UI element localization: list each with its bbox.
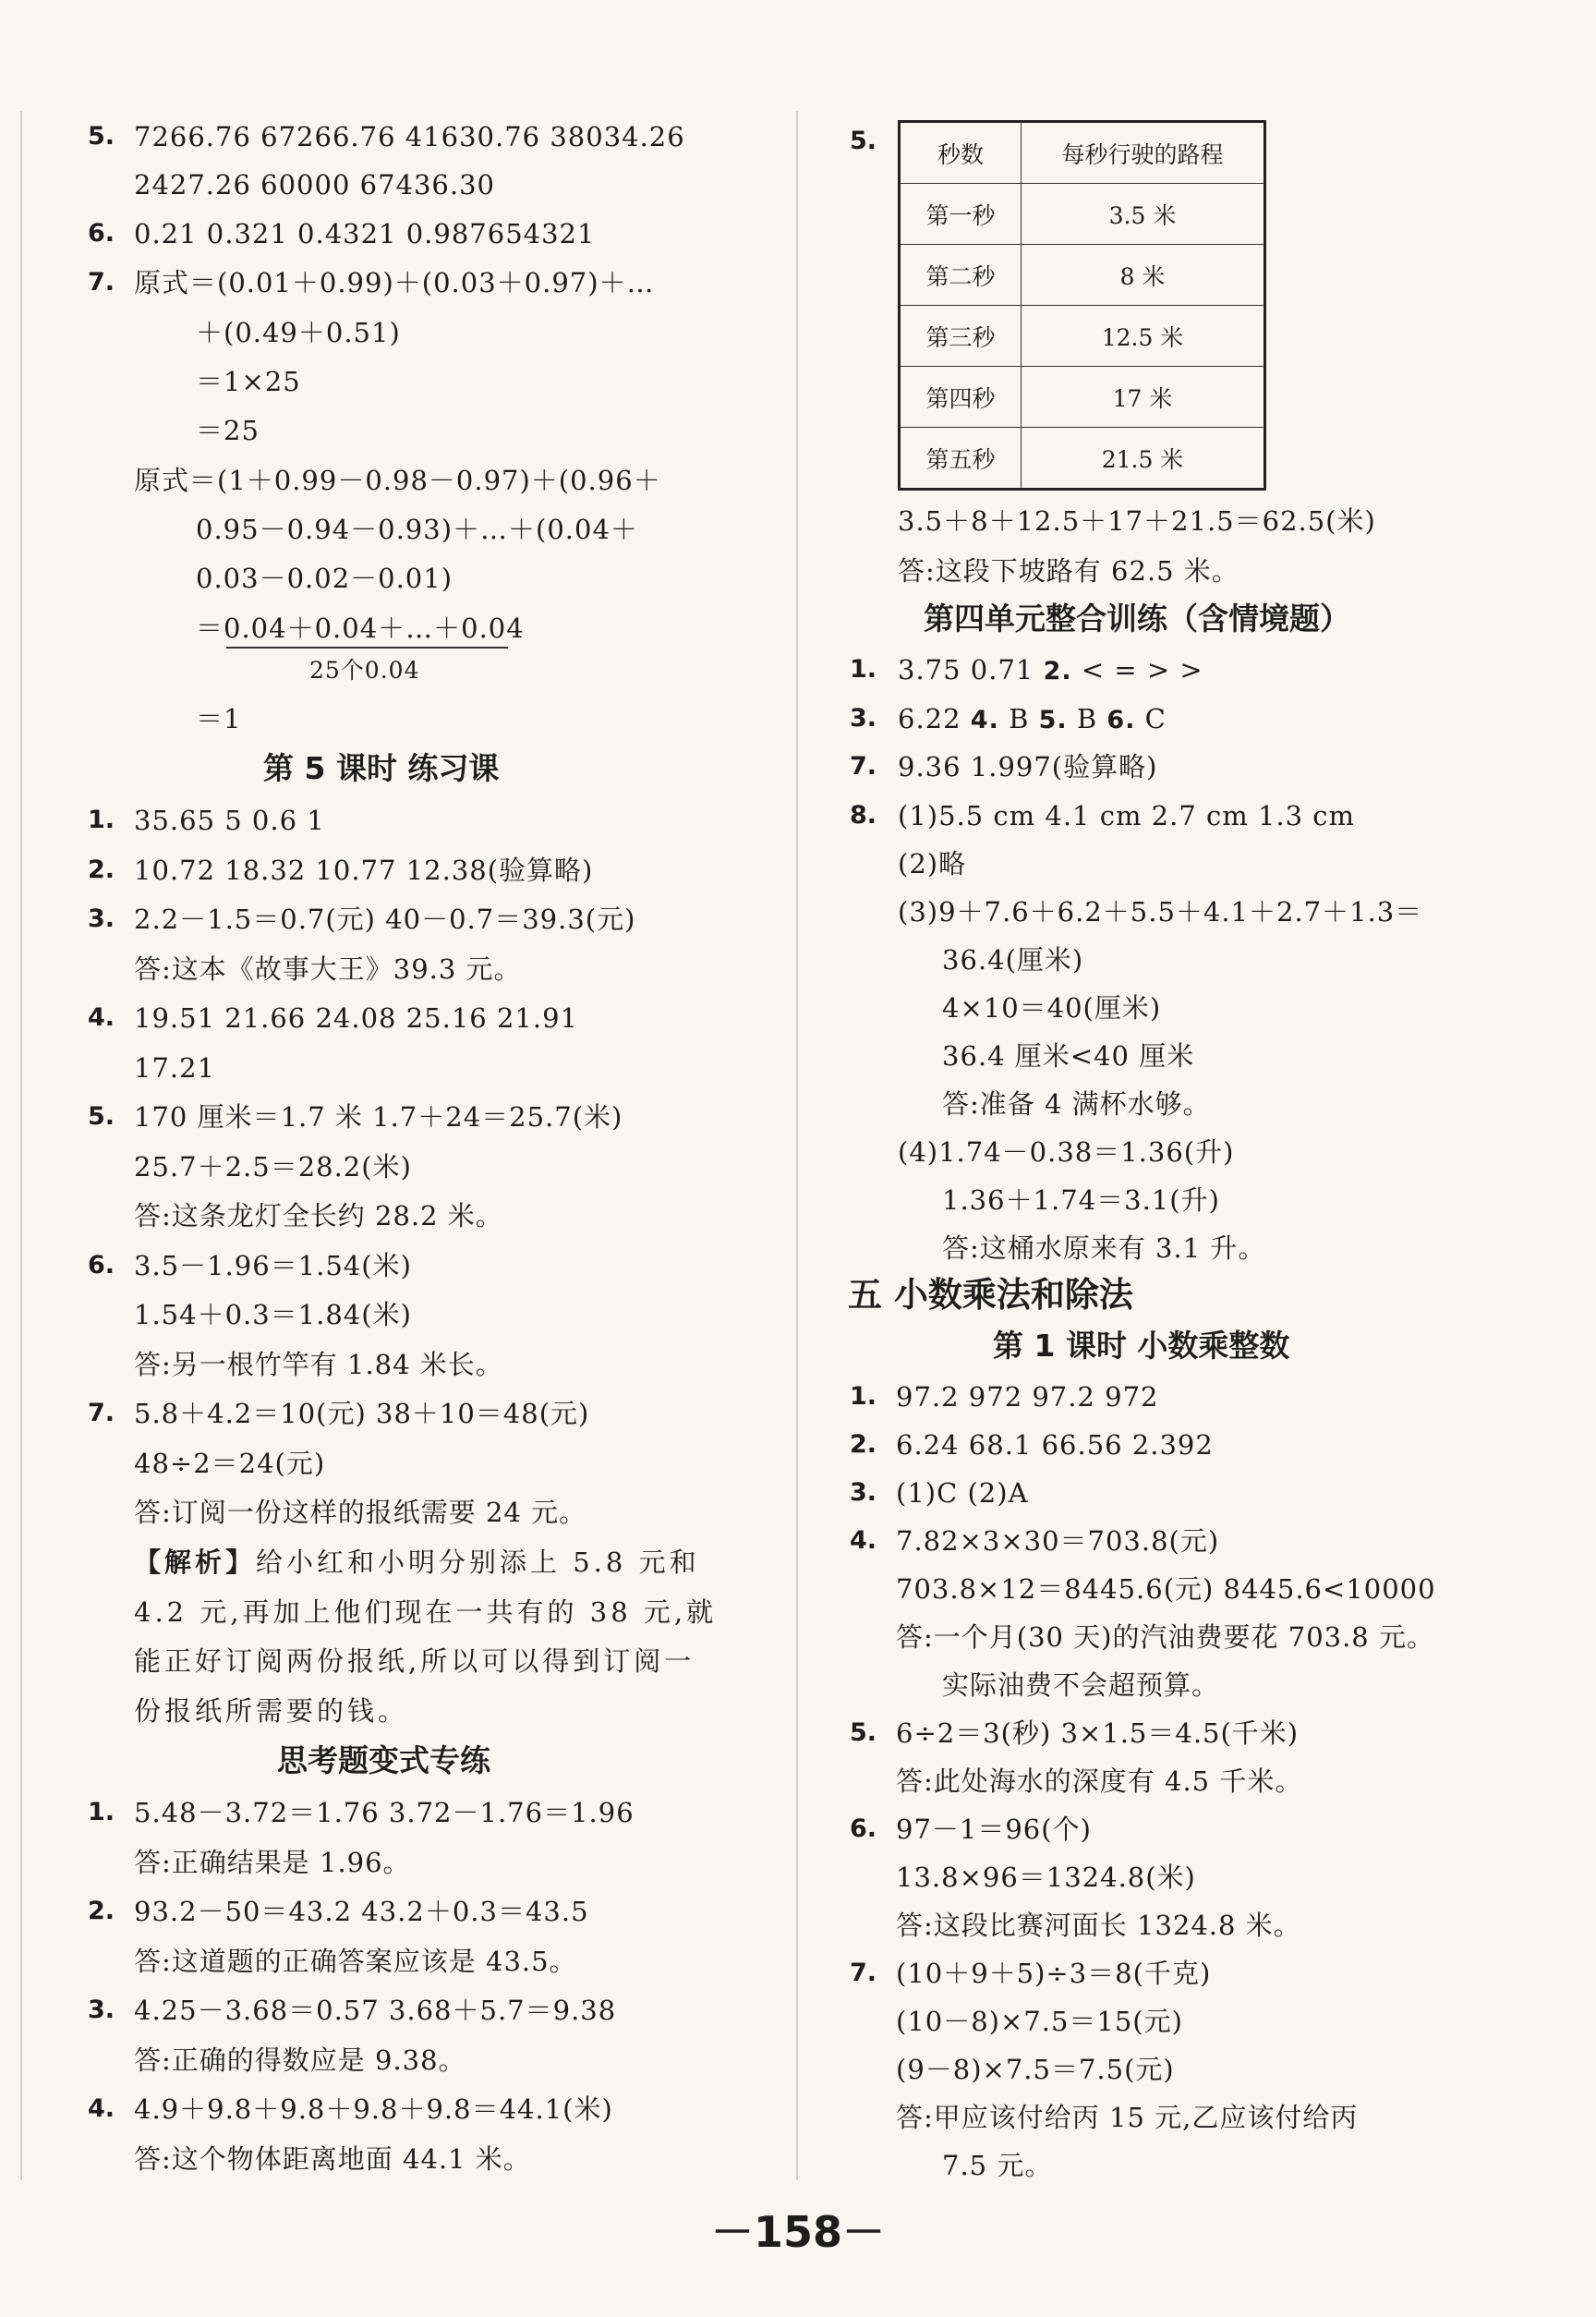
question-number: 2.	[850, 1430, 877, 1459]
answer-line: 0.21 0.321 0.4321 0.987654321	[134, 218, 596, 249]
answer-line: 7266.76 67266.76 41630.76 38034.26	[134, 121, 685, 152]
question-number: 2.	[1043, 657, 1072, 685]
answer-line: 答:这个物体距离地面 44.1 米。	[134, 2143, 531, 2175]
question-number: 4.	[850, 1526, 877, 1555]
table-row	[900, 245, 1265, 306]
answer-line: 6÷2＝3(秒) 3×1.5＝4.5(千米)	[896, 1717, 1300, 1749]
question-number: 6.	[850, 1814, 877, 1843]
question-number: 3.	[88, 904, 115, 933]
answer-line: 4.9＋9.8＋9.8＋9.8＋9.8＝44.1(米)	[134, 2093, 613, 2125]
answer-line: (1)C (2)A	[896, 1477, 1029, 1509]
answer-line: 3.5－1.96＝1.54(米)	[134, 1250, 412, 1281]
table-cell: 第三秒	[900, 306, 1022, 367]
table-row	[900, 184, 1265, 245]
answer-line: 7.5 元。	[942, 2150, 1053, 2181]
answer-line: 13.8×96＝1324.8(米)	[896, 1862, 1196, 1893]
answer-line: 答:准备 4 满杯水够。	[942, 1088, 1211, 1120]
answer-line: (10＋9＋5)÷3＝8(千克)	[896, 1958, 1212, 1989]
section-title: 第 1 课时 小数乘整数	[993, 1328, 1290, 1364]
answer-line: ＝25	[196, 415, 260, 446]
table-header-row	[900, 122, 1265, 184]
answer-line: 10.72 18.32 10.77 12.38(验算略)	[134, 855, 594, 886]
answer-text: B	[1009, 703, 1030, 734]
answer-line: 1.54＋0.3＝1.84(米)	[134, 1299, 412, 1330]
question-number: 1.	[850, 655, 877, 684]
question-number: 6.	[88, 219, 115, 248]
answer-line: 原式＝(0.01＋0.99)＋(0.03＋0.97)＋…	[134, 267, 655, 298]
analysis-line: 4.2 元,再加上他们现在一共有的 38 元,就	[134, 1596, 718, 1628]
table-cell: 3.5 米	[1022, 184, 1265, 245]
question-number: 5.	[88, 1102, 115, 1131]
table-cell: 第一秒	[900, 184, 1022, 245]
answer-line: 0.95－0.94－0.93)＋…＋(0.04＋	[196, 514, 638, 545]
table-cell: 第二秒	[900, 245, 1022, 306]
analysis-line: 能正好订阅两份报纸,所以可以得到订阅一	[134, 1645, 695, 1677]
answer-line: 答:另一根竹竿有 1.84 米长。	[134, 1349, 503, 1380]
answer-line: ＋(0.49＋0.51)	[196, 317, 401, 348]
answer-line: 答:这段比赛河面长 1324.8 米。	[896, 1910, 1301, 1941]
answer-text: 6.22	[898, 703, 961, 734]
question-number: 5.	[850, 127, 877, 155]
question-number: 3.	[850, 704, 877, 733]
answer-line: 答:此处海水的深度有 4.5 千米。	[896, 1765, 1303, 1797]
answer-line	[898, 653, 1203, 688]
table-cell: 12.5 米	[1022, 306, 1265, 367]
answer-line: 48÷2＝24(元)	[134, 1448, 326, 1479]
question-number: 7.	[88, 1399, 115, 1427]
table-cell: 17 米	[1022, 367, 1265, 428]
question-number: 2.	[88, 1897, 115, 1925]
chapter-title: 五 小数乘法和除法	[848, 1275, 1133, 1315]
section-title: 第四单元整合训练（含情境题）	[924, 600, 1350, 637]
answer-line: 答:这段下坡路有 62.5 米。	[898, 555, 1239, 587]
answer-line: 答:订阅一份这样的报纸需要 24 元。	[134, 1497, 587, 1528]
question-number: 5.	[1038, 706, 1068, 734]
answer-line: 97.2 972 97.2 972	[896, 1381, 1159, 1413]
answer-line: 93.2－50＝43.2 43.2＋0.3＝43.5	[134, 1896, 589, 1927]
answer-line: 答:这桶水原来有 3.1 升。	[942, 1232, 1266, 1264]
question-number: 5.	[88, 122, 115, 151]
brace-label: 25个0.04	[309, 657, 420, 684]
answer-line: 7.82×3×30＝703.8(元)	[896, 1525, 1220, 1557]
answer-line: (2)略	[898, 848, 967, 879]
analysis-text: 给小红和小明分别添上 5.8 元和	[256, 1547, 700, 1578]
answer-line: 答:甲应该付给丙 15 元,乙应该付给丙	[896, 2102, 1359, 2133]
brace-underline	[226, 647, 508, 649]
question-number: 6.	[88, 1251, 115, 1280]
answer-line: (1)5.5 cm 4.1 cm 2.7 cm 1.3 cm	[898, 800, 1356, 831]
answer-line: (9－8)×7.5＝7.5(元)	[896, 2054, 1175, 2085]
answer-line: ＝0.04＋0.04＋…＋0.04	[196, 613, 525, 644]
question-number: 7.	[850, 1959, 877, 1987]
question-number: 3.	[88, 1996, 115, 2024]
answer-line: 9.36 1.997(验算略)	[898, 751, 1158, 782]
table-cell: 第五秒	[900, 428, 1022, 490]
answer-line: 5.8＋4.2＝10(元) 38＋10＝48(元)	[134, 1398, 590, 1429]
question-number: 7.	[88, 268, 115, 297]
table-cell: 21.5 米	[1022, 428, 1265, 490]
answer-line: 5.48－3.72＝1.76 3.72－1.76＝1.96	[134, 1797, 635, 1828]
table-row	[900, 367, 1265, 428]
answer-line: 答:这条龙灯全长约 28.2 米。	[134, 1200, 503, 1231]
answer-line: 答:这本《故事大王》39.3 元。	[134, 953, 522, 985]
answer-line: 25.7＋2.5＝28.2(米)	[134, 1151, 412, 1183]
table-cell: 8 米	[1022, 245, 1265, 306]
answer-line: ＝1	[196, 703, 242, 734]
answer-line: 19.51 21.66 24.08 25.16 21.91	[134, 1002, 578, 1034]
answer-line: (3)9＋7.6＋6.2＋5.5＋4.1＋2.7＋1.3＝	[898, 896, 1423, 928]
section-title: 第 5 课时 练习课	[263, 750, 500, 786]
speed-table	[898, 120, 1266, 491]
answer-text: B	[1076, 703, 1098, 734]
answer-line: 答:一个月(30 天)的汽油费要花 703.8 元。	[896, 1621, 1434, 1653]
answer-text: 3.75 0.71	[898, 654, 1034, 685]
table-header-cell: 秒数	[900, 122, 1022, 184]
analysis-label: 【解析】	[134, 1547, 257, 1578]
question-number: 1.	[850, 1382, 877, 1411]
question-number: 4.	[88, 2094, 115, 2123]
answer-line: 答:正确的得数应是 9.38。	[134, 2044, 466, 2076]
page-number: －158－	[710, 2207, 886, 2257]
left-margin-rule	[20, 111, 22, 2180]
column-divider	[796, 111, 798, 2180]
answer-line: 1.36＋1.74＝3.1(升)	[942, 1184, 1220, 1216]
answer-text: C	[1144, 703, 1167, 734]
table-header-cell: 每秒行驶的路程	[1022, 122, 1265, 184]
answer-line: 2.2－1.5＝0.7(元) 40－0.7＝39.3(元)	[134, 904, 636, 935]
question-number: 1.	[88, 806, 115, 834]
answer-line: 原式＝(1＋0.99－0.98－0.97)＋(0.96＋	[134, 465, 661, 496]
answer-line: 实际油费不会超预算。	[942, 1669, 1220, 1701]
answer-line: 170 厘米＝1.7 米 1.7＋24＝25.7(米)	[134, 1101, 623, 1133]
answer-line: 17.21	[134, 1052, 216, 1084]
answer-text: < = > >	[1081, 654, 1203, 685]
answer-line: ＝1×25	[196, 366, 301, 397]
answer-line: 6.24 68.1 66.56 2.392	[896, 1429, 1214, 1461]
answer-line: 3.5＋8＋12.5＋17＋21.5＝62.5(米)	[898, 505, 1376, 537]
question-number: 7.	[850, 752, 877, 781]
analysis-line: 份报纸所需要的钱。	[134, 1695, 409, 1727]
question-number: 4.	[970, 706, 999, 734]
answer-line: 0.03－0.02－0.01)	[196, 563, 453, 594]
answer-line: 36.4 厘米<40 厘米	[942, 1040, 1195, 1072]
table-row	[900, 428, 1265, 490]
question-number: 4.	[88, 1003, 115, 1032]
answer-line: 97－1＝96(个)	[896, 1814, 1092, 1845]
answer-line: 36.4(厘米)	[942, 944, 1084, 976]
answer-line	[898, 702, 1167, 737]
table-cell: 第四秒	[900, 367, 1022, 428]
answer-line: 答:正确结果是 1.96。	[134, 1847, 411, 1878]
answer-line: 35.65 5 0.6 1	[134, 805, 325, 836]
analysis-line	[134, 1546, 700, 1579]
question-number: 2.	[88, 855, 115, 884]
answer-line: 答:这道题的正确答案应该是 43.5。	[134, 1946, 577, 1977]
answer-line: 703.8×12＝8445.6(元) 8445.6<10000	[896, 1573, 1436, 1605]
answer-line: 4×10＝40(厘米)	[942, 992, 1162, 1024]
section-title: 思考题变式专练	[277, 1742, 490, 1778]
question-number: 1.	[88, 1798, 115, 1826]
answer-line: (4)1.74－0.38＝1.36(升)	[898, 1136, 1235, 1168]
question-number: 8.	[850, 801, 877, 830]
answer-line: 2427.26 60000 67436.30	[134, 169, 495, 200]
question-number: 6.	[1106, 706, 1136, 734]
answer-line: (10－8)×7.5＝15(元)	[896, 2006, 1183, 2037]
question-number: 3.	[850, 1478, 877, 1507]
table-row	[900, 306, 1265, 367]
question-number: 5.	[850, 1718, 877, 1747]
answer-line: 4.25－3.68＝0.57 3.68＋5.7＝9.38	[134, 1995, 617, 2026]
